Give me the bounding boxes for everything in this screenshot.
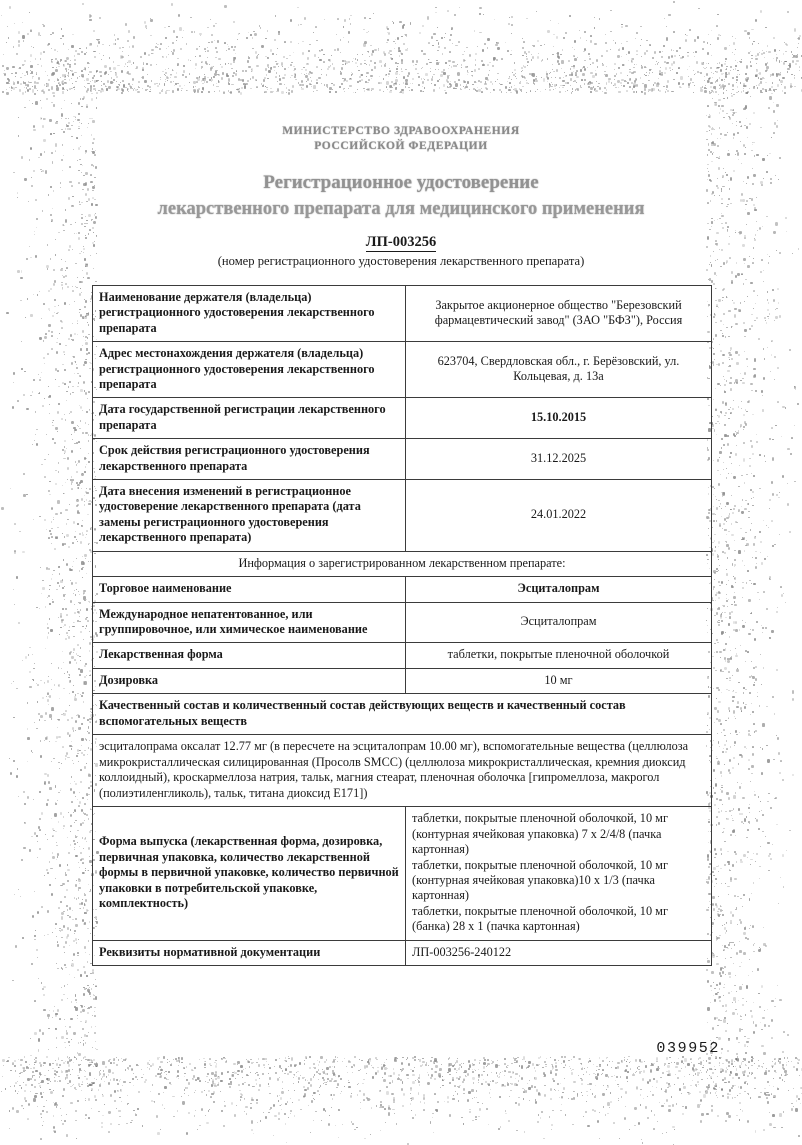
registration-number-caption: (номер регистрационного удостоверения лекарственного препарата) xyxy=(217,254,585,268)
certificate-title-line-1: Регистрационное удостоверение xyxy=(263,172,539,193)
section-band-label: Информация о зарегистрированном лекарственном препарате: xyxy=(93,551,712,576)
table-row xyxy=(93,807,712,940)
table-row xyxy=(93,643,712,668)
table-row xyxy=(93,398,712,439)
inn-value: Эсциталопрам xyxy=(406,602,712,643)
table-section-band-row xyxy=(93,551,712,576)
validity-label: Срок действия регистрационного удостоверения лекарственного препарата xyxy=(93,439,406,480)
certificate-title-line-2: лекарственного препарата для медицинского применения xyxy=(157,199,645,219)
release-form-label: Форма выпуска (лекарственная форма, дозировка, первичная упаковка, количество лекарственной формы в первичной упаковке, количество первичной упаковки в потребительской упаковке, комплектность) xyxy=(93,807,406,940)
registration-date-value: 15.10.2015 xyxy=(406,398,712,439)
table-row xyxy=(93,668,712,693)
certificate-title xyxy=(0,170,802,222)
table-row xyxy=(93,342,712,398)
composition-header: Качественный состав и количественный состав действующих веществ и качественный состав вспомогательных веществ xyxy=(93,694,712,735)
release-form-value xyxy=(406,807,712,940)
ministry-line-1: МИНИСТЕРСТВО ЗДРАВООХРАНЕНИЯ xyxy=(282,125,520,137)
holder-name-value: Закрытое акционерное общество "Березовский фармацевтический завод" (ЗАО "БФЗ"), Россия xyxy=(406,286,712,342)
table-row xyxy=(93,694,712,735)
registration-date-label: Дата государственной регистрации лекарственного препарата xyxy=(93,398,406,439)
dosage-value: 10 мг xyxy=(406,668,712,693)
registration-number xyxy=(0,234,802,251)
ministry-heading xyxy=(0,124,802,154)
list-item: таблетки, покрытые пленочной оболочкой, 10 мг (банка) 28 x 1 (пачка картонная) xyxy=(412,903,669,934)
serial-number: 039952 xyxy=(656,1040,720,1057)
release-form-list xyxy=(412,811,705,934)
amendment-date-value: 24.01.2022 xyxy=(406,480,712,552)
normative-docs-label: Реквизиты нормативной документации xyxy=(93,940,406,965)
holder-address-value: 623704, Свердловская обл., г. Берёзовский, ул. Кольцевая, д. 13а xyxy=(406,342,712,398)
inn-label: Международное непатентованное, или группировочное, или химическое наименование xyxy=(93,602,406,643)
normative-docs-value: ЛП-003256-240122 xyxy=(406,940,712,965)
table-row xyxy=(93,734,712,806)
amendment-date-label: Дата внесения изменений в регистрационное удостоверение лекарственного препарата (дата замены регистрационного удостоверения лекарственного препарата) xyxy=(93,480,406,552)
registration-number-value: ЛП-003256 xyxy=(365,234,437,250)
table-row xyxy=(93,480,712,552)
table-row xyxy=(93,577,712,602)
holder-address-label: Адрес местонахождения держателя (владельца) регистрационного удостоверения лекарственного препарата xyxy=(93,342,406,398)
validity-value: 31.12.2025 xyxy=(406,439,712,480)
dosage-label: Дозировка xyxy=(93,668,406,693)
trade-name-label: Торговое наименование xyxy=(93,577,406,602)
list-item: таблетки, покрытые пленочной оболочкой, 10 мг (контурная ячейковая упаковка) 7 x 2/4/8 (пачка картонная) xyxy=(412,811,669,857)
dosage-form-value: таблетки, покрытые пленочной оболочкой xyxy=(406,643,712,668)
table-row xyxy=(93,602,712,643)
dosage-form-label: Лекарственная форма xyxy=(93,643,406,668)
trade-name-value: Эсциталопрам xyxy=(406,577,712,602)
ministry-line-2: РОССИЙСКОЙ ФЕДЕРАЦИИ xyxy=(314,140,488,152)
list-item: таблетки, покрытые пленочной оболочкой, 10 мг (контурная ячейковая упаковка)10 x 1/3 (пачка картонная) xyxy=(412,857,669,903)
holder-name-label: Наименование держателя (владельца) регистрационного удостоверения лекарственного препарата xyxy=(93,286,406,342)
table-row xyxy=(93,286,712,342)
table-row xyxy=(93,439,712,480)
table-row xyxy=(93,940,712,965)
composition-text: эсциталопрама оксалат 12.77 мг (в пересчете на эсциталопрам 10.00 мг), вспомогательные вещества (целлюлоза микрокристаллическая силицированная (Просолв SMCC) (целлюлоза микрокристаллическая, кремния диоксид коллоидный), кроскармеллоза натрия, тальк, магния стеарат, пленочная оболочка [гипромеллоза, макрогол (полиэтиленгликоль), тальк, титана диоксид E171]) xyxy=(93,734,712,806)
certificate-table xyxy=(92,285,712,966)
